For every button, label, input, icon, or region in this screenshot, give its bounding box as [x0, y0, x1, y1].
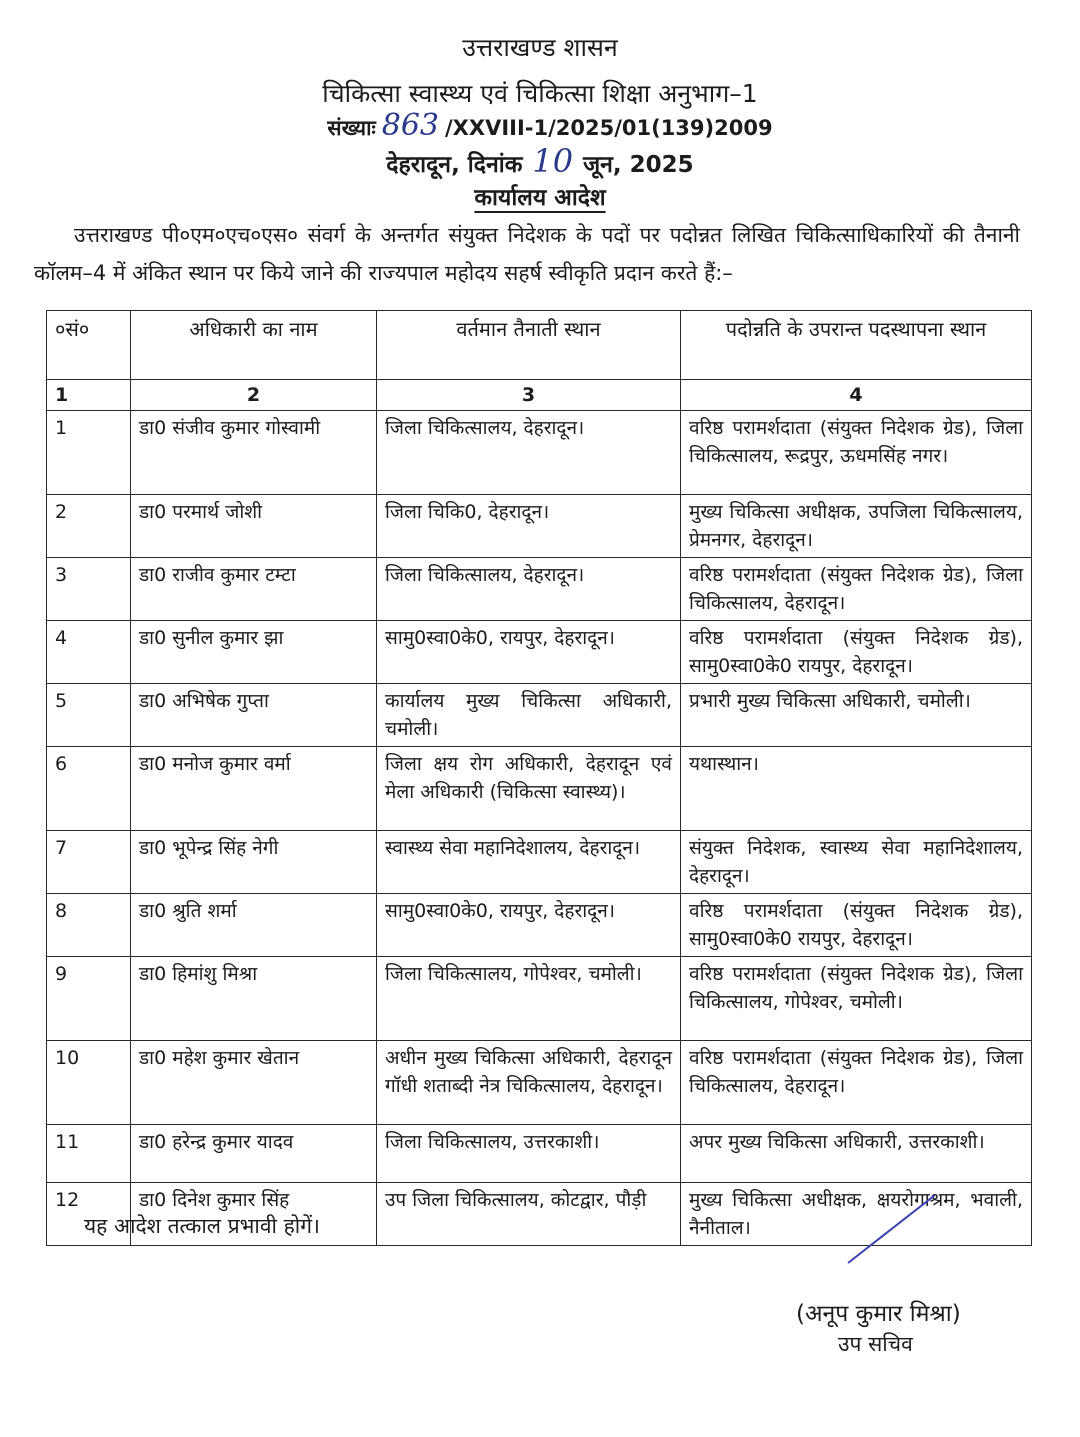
- table-row: [47, 1125, 1032, 1183]
- signatory-designation: उप सचिव: [838, 1332, 913, 1356]
- new-posting: वरिष्ठ परामर्शदाता (संयुक्त निदेशक ग्रेड), सामु0स्वा0के0 रायपुर, देहरादून।: [681, 621, 1032, 684]
- officer-name: डा0 राजीव कुमार टम्टा: [131, 558, 377, 621]
- serial-number: 1: [47, 411, 131, 495]
- header-officer-name: अधिकारी का नाम: [131, 311, 377, 380]
- new-posting: संयुक्त निदेशक, स्वास्थ्य सेवा महानिदेशालय, देहरादून।: [681, 831, 1032, 894]
- serial-number: 4: [47, 621, 131, 684]
- order-title-text: कार्यालय आदेश: [474, 185, 606, 211]
- officer-name: डा0 भूपेन्द्र सिंह नेगी: [131, 831, 377, 894]
- header-new-posting: पदोन्नति के उपरान्त पदस्थापना स्थान: [681, 311, 1032, 380]
- current-posting: सामु0स्वा0के0, रायपुर, देहरादून।: [377, 894, 681, 957]
- table-header-row: [47, 311, 1032, 380]
- serial-number: 8: [47, 894, 131, 957]
- table-row: [47, 957, 1032, 1041]
- new-posting: वरिष्ठ परामर्शदाता (संयुक्त निदेशक ग्रेड), जिला चिकित्सालय, गोपेश्वर, चमोली।: [681, 957, 1032, 1041]
- officer-name: डा0 अभिषेक गुप्ता: [131, 684, 377, 747]
- intro-text: उत्तराखण्ड पी०एम०एच०एस० संवर्ग के अन्तर्गत संयुक्त निदेशक के पदों पर पदोन्नत लिखित चिकित्साधिकारियों की तैनानी कॉलम–4 में अंकित स्थान पर किये जाने की राज्यपाल महोदय सहर्ष स्वीकृति प्रदान करते हैं:–: [34, 223, 1020, 285]
- serial-number: 7: [47, 831, 131, 894]
- effective-note: यह आदेश तत्काल प्रभावी होगें।: [84, 1214, 321, 1238]
- serial-number: 5: [47, 684, 131, 747]
- serial-number: 3: [47, 558, 131, 621]
- section-heading: चिकित्सा स्वास्थ्य एवं चिकित्सा शिक्षा अनुभाग–1: [322, 79, 758, 108]
- place-date-prefix: देहरादून, दिनांक: [386, 152, 523, 178]
- signatory-name: (अनूप कुमार मिश्रा): [796, 1301, 961, 1327]
- serial-number: 2: [47, 495, 131, 558]
- reference-label: संख्याः: [327, 116, 376, 140]
- current-posting: जिला चिकित्सालय, देहरादून।: [377, 411, 681, 495]
- new-posting: प्रभारी मुख्य चिकित्सा अधिकारी, चमोली।: [681, 684, 1032, 747]
- header-serial: ०सं०: [47, 311, 131, 380]
- current-posting: अधीन मुख्य चिकित्सा अधिकारी, देहरादून गॉधी शताब्दी नेत्र चिकित्सालय, देहरादून।: [377, 1041, 681, 1125]
- table-row: [47, 831, 1032, 894]
- place-date-suffix: जून, 2025: [583, 152, 694, 178]
- new-posting: मुख्य चिकित्सा अधीक्षक, क्षयरोगाश्रम, भवाली, नैनीताल।: [681, 1183, 1032, 1246]
- table-row: [47, 747, 1032, 831]
- column-number: 1: [47, 380, 131, 411]
- officer-name: डा0 मनोज कुमार वर्मा: [131, 747, 377, 831]
- officer-name: डा0 परमार्थ जोशी: [131, 495, 377, 558]
- current-posting: स्वास्थ्य सेवा महानिदेशालय, देहरादून।: [377, 831, 681, 894]
- serial-number: 6: [47, 747, 131, 831]
- table-row: [47, 1041, 1032, 1125]
- officer-name: डा0 श्रुति शर्मा: [131, 894, 377, 957]
- column-number-row: [47, 380, 1032, 411]
- column-number: 3: [377, 380, 681, 411]
- government-heading: उत्तराखण्ड शासन: [462, 33, 618, 62]
- current-posting: जिला चिकित्सालय, देहरादून।: [377, 558, 681, 621]
- table-row: [47, 495, 1032, 558]
- table-row: [47, 684, 1032, 747]
- current-posting: जिला चिकि0, देहरादून।: [377, 495, 681, 558]
- current-posting: जिला चिकित्सालय, उत्तरकाशी।: [377, 1125, 681, 1183]
- officer-name: डा0 महेश कुमार खेतान: [131, 1041, 377, 1125]
- new-posting: वरिष्ठ परामर्शदाता (संयुक्त निदेशक ग्रेड), जिला चिकित्सालय, रूद्रपुर, ऊधमसिंह नगर।: [681, 411, 1032, 495]
- header-current-posting: वर्तमान तैनाती स्थान: [377, 311, 681, 380]
- current-posting: जिला चिकित्सालय, गोपेश्वर, चमोली।: [377, 957, 681, 1041]
- table-row: [47, 558, 1032, 621]
- serial-number: 12: [47, 1183, 131, 1246]
- place-date: [0, 142, 1080, 180]
- table-row: [47, 621, 1032, 684]
- new-posting: वरिष्ठ परामर्शदाता (संयुक्त निदेशक ग्रेड), सामु0स्वा0के0 रायपुर, देहरादून।: [681, 894, 1032, 957]
- serial-number: 9: [47, 957, 131, 1041]
- reference-handwritten-number: 863: [381, 108, 440, 143]
- new-posting: वरिष्ठ परामर्शदाता (संयुक्त निदेशक ग्रेड), जिला चिकित्सालय, देहरादून।: [681, 558, 1032, 621]
- current-posting: सामु0स्वा0के0, रायपुर, देहरादून।: [377, 621, 681, 684]
- intro-paragraph: [34, 216, 1020, 292]
- reference-code: /XXVIII-1/2025/01(139)2009: [445, 116, 773, 140]
- reference-number: [0, 108, 1080, 143]
- current-posting: जिला क्षय रोग अधिकारी, देहरादून एवं मेला अधिकारी (चिकित्सा स्वास्थ्य)।: [377, 747, 681, 831]
- officer-name: डा0 सुनील कुमार झा: [131, 621, 377, 684]
- table-row: [47, 411, 1032, 495]
- date-handwritten-day: 10: [532, 142, 574, 180]
- current-posting: कार्यालय मुख्य चिकित्सा अधिकारी, चमोली।: [377, 684, 681, 747]
- new-posting: वरिष्ठ परामर्शदाता (संयुक्त निदेशक ग्रेड), जिला चिकित्सालय, देहरादून।: [681, 1041, 1032, 1125]
- column-number: 2: [131, 380, 377, 411]
- order-title: [0, 180, 1080, 212]
- officer-name: डा0 दिनेश कुमार सिंह: [131, 1183, 377, 1246]
- current-posting: उप जिला चिकित्सालय, कोटद्वार, पौड़ी: [377, 1183, 681, 1246]
- officer-name: डा0 हिमांशु मिश्रा: [131, 957, 377, 1041]
- new-posting: अपर मुख्य चिकित्सा अधिकारी, उत्तरकाशी।: [681, 1125, 1032, 1183]
- column-number: 4: [681, 380, 1032, 411]
- new-posting: मुख्य चिकित्सा अधीक्षक, उपजिला चिकित्सालय, प्रेमनगर, देहरादून।: [681, 495, 1032, 558]
- officer-name: डा0 हरेन्द्र कुमार यादव: [131, 1125, 377, 1183]
- serial-number: 11: [47, 1125, 131, 1183]
- table-row: [47, 894, 1032, 957]
- new-posting: यथास्थान।: [681, 747, 1032, 831]
- serial-number: 10: [47, 1041, 131, 1125]
- officer-name: डा0 संजीव कुमार गोस्वामी: [131, 411, 377, 495]
- postings-table: [46, 310, 1032, 1246]
